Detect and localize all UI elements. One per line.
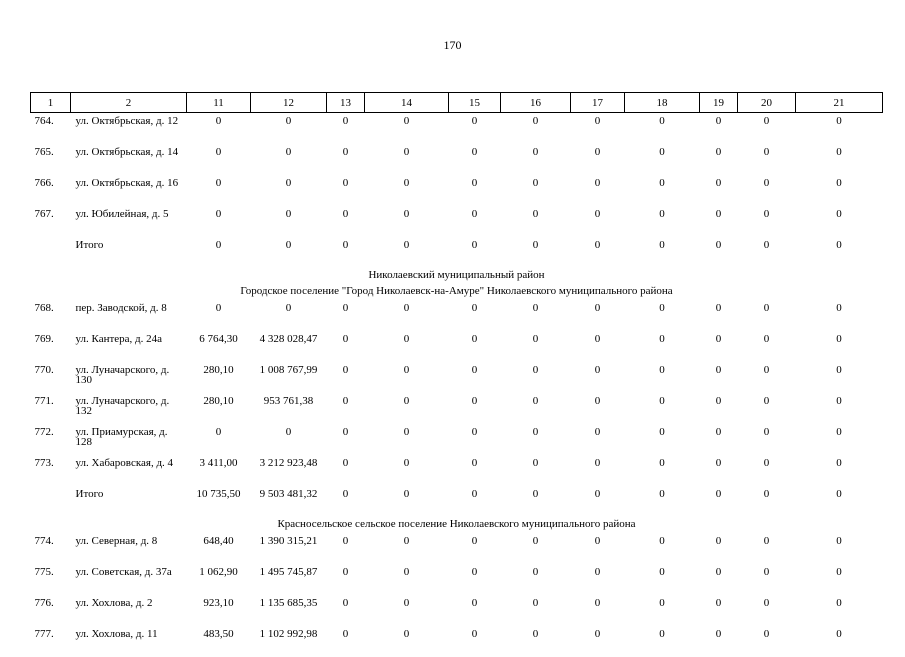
total-row bbox=[31, 237, 883, 268]
value-cell: 1 008 767,99 bbox=[251, 362, 327, 393]
row-number-cell: 769. bbox=[31, 331, 71, 362]
value-cell: 0 bbox=[625, 455, 700, 486]
value-cell: 0 bbox=[327, 595, 365, 626]
column-header: 11 bbox=[187, 93, 251, 113]
value-cell: 0 bbox=[571, 486, 625, 517]
value-cell: 0 bbox=[501, 175, 571, 206]
address-cell: ул. Октябрьская, д. 14 bbox=[71, 144, 187, 175]
section-title: Красносельское сельское поселение Николаевского муниципального района bbox=[31, 517, 883, 533]
value-cell: 0 bbox=[571, 393, 625, 424]
value-cell: 0 bbox=[365, 486, 449, 517]
value-cell: 0 bbox=[625, 113, 700, 145]
value-cell: 0 bbox=[449, 393, 501, 424]
data-table bbox=[30, 92, 883, 657]
value-cell: 0 bbox=[796, 206, 883, 237]
value-cell: 0 bbox=[738, 300, 796, 331]
table-row bbox=[31, 455, 883, 486]
value-cell: 0 bbox=[571, 362, 625, 393]
value-cell: 0 bbox=[796, 113, 883, 145]
value-cell: 0 bbox=[327, 362, 365, 393]
value-cell: 0 bbox=[700, 564, 738, 595]
value-cell: 0 bbox=[796, 455, 883, 486]
value-cell: 0 bbox=[327, 486, 365, 517]
value-cell: 0 bbox=[187, 237, 251, 268]
value-cell: 0 bbox=[327, 300, 365, 331]
value-cell: 0 bbox=[501, 300, 571, 331]
value-cell: 0 bbox=[625, 393, 700, 424]
value-cell: 0 bbox=[365, 564, 449, 595]
value-cell: 0 bbox=[738, 331, 796, 362]
value-cell: 0 bbox=[738, 206, 796, 237]
value-cell: 0 bbox=[187, 300, 251, 331]
value-cell: 0 bbox=[571, 300, 625, 331]
value-cell: 0 bbox=[738, 113, 796, 145]
table-row bbox=[31, 175, 883, 206]
row-number-cell bbox=[31, 486, 71, 517]
column-header: 20 bbox=[738, 93, 796, 113]
value-cell: 0 bbox=[501, 564, 571, 595]
table-row bbox=[31, 424, 883, 455]
value-cell: 0 bbox=[796, 564, 883, 595]
value-cell: 0 bbox=[571, 331, 625, 362]
value-cell: 0 bbox=[501, 486, 571, 517]
value-cell: 0 bbox=[365, 455, 449, 486]
value-cell: 648,40 bbox=[187, 533, 251, 564]
column-header: 2 bbox=[71, 93, 187, 113]
value-cell: 0 bbox=[738, 533, 796, 564]
value-cell: 0 bbox=[625, 237, 700, 268]
value-cell: 6 764,30 bbox=[187, 331, 251, 362]
value-cell: 0 bbox=[449, 113, 501, 145]
value-cell: 0 bbox=[327, 455, 365, 486]
value-cell: 0 bbox=[501, 424, 571, 455]
value-cell: 0 bbox=[501, 533, 571, 564]
value-cell: 0 bbox=[625, 533, 700, 564]
value-cell: 0 bbox=[501, 331, 571, 362]
value-cell: 0 bbox=[449, 331, 501, 362]
value-cell: 0 bbox=[327, 331, 365, 362]
value-cell: 0 bbox=[449, 564, 501, 595]
value-cell: 0 bbox=[365, 393, 449, 424]
value-cell: 0 bbox=[501, 362, 571, 393]
page-number: 170 bbox=[0, 38, 905, 53]
value-cell: 0 bbox=[365, 237, 449, 268]
value-cell: 0 bbox=[365, 533, 449, 564]
table-row bbox=[31, 393, 883, 424]
value-cell: 0 bbox=[625, 331, 700, 362]
value-cell: 0 bbox=[796, 595, 883, 626]
value-cell: 0 bbox=[738, 595, 796, 626]
address-cell: ул. Октябрьская, д. 16 bbox=[71, 175, 187, 206]
row-number-cell: 775. bbox=[31, 564, 71, 595]
value-cell: 0 bbox=[187, 144, 251, 175]
value-cell: 0 bbox=[796, 393, 883, 424]
value-cell: 0 bbox=[365, 113, 449, 145]
value-cell: 280,10 bbox=[187, 393, 251, 424]
value-cell: 0 bbox=[251, 113, 327, 145]
table-row bbox=[31, 595, 883, 626]
value-cell: 0 bbox=[251, 300, 327, 331]
value-cell: 0 bbox=[449, 206, 501, 237]
value-cell: 0 bbox=[327, 113, 365, 145]
value-cell: 0 bbox=[365, 144, 449, 175]
value-cell: 1 135 685,35 bbox=[251, 595, 327, 626]
value-cell: 923,10 bbox=[187, 595, 251, 626]
value-cell: 0 bbox=[796, 486, 883, 517]
value-cell: 0 bbox=[571, 455, 625, 486]
value-cell: 0 bbox=[571, 237, 625, 268]
column-header: 1 bbox=[31, 93, 71, 113]
table-row bbox=[31, 144, 883, 175]
row-number-cell: 767. bbox=[31, 206, 71, 237]
value-cell: 1 390 315,21 bbox=[251, 533, 327, 564]
row-number-cell: 776. bbox=[31, 595, 71, 626]
value-cell: 0 bbox=[625, 564, 700, 595]
value-cell: 0 bbox=[796, 424, 883, 455]
column-header: 16 bbox=[501, 93, 571, 113]
value-cell: 0 bbox=[625, 206, 700, 237]
value-cell: 0 bbox=[365, 362, 449, 393]
column-header: 19 bbox=[700, 93, 738, 113]
value-cell: 0 bbox=[625, 362, 700, 393]
value-cell: 0 bbox=[449, 424, 501, 455]
section-title: Городское поселение "Город Николаевск-на-Амуре" Николаевского муниципального района bbox=[31, 284, 883, 300]
value-cell: 0 bbox=[571, 206, 625, 237]
row-number-cell: 772. bbox=[31, 424, 71, 455]
value-cell: 9 503 481,32 bbox=[251, 486, 327, 517]
value-cell: 0 bbox=[365, 424, 449, 455]
table-row bbox=[31, 113, 883, 145]
value-cell: 0 bbox=[700, 206, 738, 237]
value-cell: 0 bbox=[738, 486, 796, 517]
column-header: 12 bbox=[251, 93, 327, 113]
address-cell: Итого bbox=[71, 237, 187, 268]
address-cell: ул. Хохлова, д. 2 bbox=[71, 595, 187, 626]
value-cell: 0 bbox=[449, 175, 501, 206]
value-cell: 0 bbox=[449, 300, 501, 331]
value-cell: 0 bbox=[700, 362, 738, 393]
address-cell: ул. Хабаровская, д. 4 bbox=[71, 455, 187, 486]
value-cell: 0 bbox=[625, 626, 700, 657]
table-row bbox=[31, 331, 883, 362]
section-header-row bbox=[31, 268, 883, 284]
address-cell: Итого bbox=[71, 486, 187, 517]
column-header: 13 bbox=[327, 93, 365, 113]
value-cell: 0 bbox=[700, 595, 738, 626]
value-cell: 0 bbox=[625, 486, 700, 517]
value-cell: 0 bbox=[700, 144, 738, 175]
value-cell: 0 bbox=[738, 393, 796, 424]
value-cell: 0 bbox=[700, 455, 738, 486]
value-cell: 0 bbox=[449, 144, 501, 175]
address-cell: ул. Юбилейная, д. 5 bbox=[71, 206, 187, 237]
value-cell: 1 102 992,98 bbox=[251, 626, 327, 657]
value-cell: 0 bbox=[700, 393, 738, 424]
value-cell: 0 bbox=[327, 626, 365, 657]
value-cell: 0 bbox=[796, 362, 883, 393]
address-cell: ул. Приамурская, д. 128 bbox=[71, 424, 187, 455]
section-header-row bbox=[31, 517, 883, 533]
value-cell: 0 bbox=[327, 175, 365, 206]
value-cell: 0 bbox=[738, 175, 796, 206]
value-cell: 0 bbox=[365, 626, 449, 657]
value-cell: 0 bbox=[571, 626, 625, 657]
address-cell: ул. Луначарского, д. 130 bbox=[71, 362, 187, 393]
address-cell: ул. Кантера, д. 24а bbox=[71, 331, 187, 362]
value-cell: 0 bbox=[501, 113, 571, 145]
row-number-cell: 764. bbox=[31, 113, 71, 145]
value-cell: 0 bbox=[365, 206, 449, 237]
row-number-cell: 768. bbox=[31, 300, 71, 331]
value-cell: 0 bbox=[449, 455, 501, 486]
value-cell: 0 bbox=[501, 206, 571, 237]
value-cell: 0 bbox=[625, 300, 700, 331]
column-header: 18 bbox=[625, 93, 700, 113]
row-number-cell: 770. bbox=[31, 362, 71, 393]
value-cell: 0 bbox=[796, 331, 883, 362]
address-cell: ул. Северная, д. 8 bbox=[71, 533, 187, 564]
value-cell: 0 bbox=[327, 393, 365, 424]
column-header: 14 bbox=[365, 93, 449, 113]
value-cell: 0 bbox=[738, 362, 796, 393]
value-cell: 0 bbox=[700, 237, 738, 268]
value-cell: 0 bbox=[796, 626, 883, 657]
value-cell: 953 761,38 bbox=[251, 393, 327, 424]
value-cell: 0 bbox=[571, 424, 625, 455]
value-cell: 0 bbox=[327, 533, 365, 564]
value-cell: 0 bbox=[327, 424, 365, 455]
address-cell: ул. Октябрьская, д. 12 bbox=[71, 113, 187, 145]
value-cell: 0 bbox=[449, 362, 501, 393]
value-cell: 0 bbox=[501, 455, 571, 486]
value-cell: 0 bbox=[365, 175, 449, 206]
value-cell: 0 bbox=[327, 206, 365, 237]
value-cell: 10 735,50 bbox=[187, 486, 251, 517]
address-cell: ул. Хохлова, д. 11 bbox=[71, 626, 187, 657]
table-row bbox=[31, 206, 883, 237]
value-cell: 0 bbox=[700, 331, 738, 362]
row-number-cell: 766. bbox=[31, 175, 71, 206]
value-cell: 0 bbox=[625, 144, 700, 175]
value-cell: 0 bbox=[449, 595, 501, 626]
table-row bbox=[31, 533, 883, 564]
value-cell: 4 328 028,47 bbox=[251, 331, 327, 362]
value-cell: 3 411,00 bbox=[187, 455, 251, 486]
value-cell: 0 bbox=[187, 175, 251, 206]
value-cell: 0 bbox=[625, 175, 700, 206]
value-cell: 0 bbox=[796, 175, 883, 206]
value-cell: 0 bbox=[251, 144, 327, 175]
row-number-cell: 773. bbox=[31, 455, 71, 486]
column-header-row bbox=[31, 93, 883, 113]
value-cell: 0 bbox=[449, 486, 501, 517]
value-cell: 0 bbox=[449, 237, 501, 268]
total-row bbox=[31, 486, 883, 517]
value-cell: 0 bbox=[327, 564, 365, 595]
value-cell: 0 bbox=[187, 206, 251, 237]
value-cell: 3 212 923,48 bbox=[251, 455, 327, 486]
value-cell: 0 bbox=[796, 237, 883, 268]
table-row bbox=[31, 564, 883, 595]
value-cell: 0 bbox=[449, 533, 501, 564]
value-cell: 0 bbox=[501, 237, 571, 268]
value-cell: 0 bbox=[796, 533, 883, 564]
value-cell: 0 bbox=[796, 144, 883, 175]
value-cell: 0 bbox=[625, 595, 700, 626]
value-cell: 0 bbox=[738, 564, 796, 595]
value-cell: 0 bbox=[738, 455, 796, 486]
value-cell: 0 bbox=[700, 175, 738, 206]
column-header: 17 bbox=[571, 93, 625, 113]
column-header: 15 bbox=[449, 93, 501, 113]
row-number-cell: 774. bbox=[31, 533, 71, 564]
row-number-cell: 777. bbox=[31, 626, 71, 657]
value-cell: 0 bbox=[625, 424, 700, 455]
section-header-row bbox=[31, 284, 883, 300]
value-cell: 0 bbox=[365, 595, 449, 626]
row-number-cell: 765. bbox=[31, 144, 71, 175]
value-cell: 0 bbox=[501, 393, 571, 424]
value-cell: 0 bbox=[449, 626, 501, 657]
value-cell: 280,10 bbox=[187, 362, 251, 393]
value-cell: 483,50 bbox=[187, 626, 251, 657]
value-cell: 0 bbox=[501, 144, 571, 175]
value-cell: 0 bbox=[571, 144, 625, 175]
section-title: Николаевский муниципальный район bbox=[31, 268, 883, 284]
value-cell: 0 bbox=[251, 237, 327, 268]
address-cell: ул. Луначарского, д. 132 bbox=[71, 393, 187, 424]
table-row bbox=[31, 626, 883, 657]
value-cell: 0 bbox=[738, 626, 796, 657]
value-cell: 0 bbox=[571, 113, 625, 145]
value-cell: 0 bbox=[365, 300, 449, 331]
value-cell: 1 062,90 bbox=[187, 564, 251, 595]
value-cell: 0 bbox=[700, 533, 738, 564]
value-cell: 0 bbox=[738, 144, 796, 175]
value-cell: 0 bbox=[327, 237, 365, 268]
value-cell: 0 bbox=[365, 331, 449, 362]
row-number-cell: 771. bbox=[31, 393, 71, 424]
table-body bbox=[31, 113, 883, 657]
table-row bbox=[31, 362, 883, 393]
value-cell: 0 bbox=[187, 113, 251, 145]
row-number-cell bbox=[31, 237, 71, 268]
value-cell: 0 bbox=[571, 533, 625, 564]
address-cell: ул. Советская, д. 37а bbox=[71, 564, 187, 595]
value-cell: 0 bbox=[700, 486, 738, 517]
table-row bbox=[31, 300, 883, 331]
value-cell: 0 bbox=[571, 175, 625, 206]
address-cell: пер. Заводской, д. 8 bbox=[71, 300, 187, 331]
value-cell: 0 bbox=[738, 424, 796, 455]
value-cell: 0 bbox=[571, 564, 625, 595]
value-cell: 0 bbox=[796, 300, 883, 331]
value-cell: 0 bbox=[700, 300, 738, 331]
value-cell: 0 bbox=[700, 424, 738, 455]
value-cell: 0 bbox=[700, 113, 738, 145]
value-cell: 0 bbox=[571, 595, 625, 626]
value-cell: 0 bbox=[738, 237, 796, 268]
column-header: 21 bbox=[796, 93, 883, 113]
value-cell: 0 bbox=[251, 175, 327, 206]
value-cell: 0 bbox=[327, 144, 365, 175]
value-cell: 0 bbox=[501, 595, 571, 626]
value-cell: 1 495 745,87 bbox=[251, 564, 327, 595]
value-cell: 0 bbox=[700, 626, 738, 657]
value-cell: 0 bbox=[187, 424, 251, 455]
value-cell: 0 bbox=[251, 424, 327, 455]
value-cell: 0 bbox=[501, 626, 571, 657]
value-cell: 0 bbox=[251, 206, 327, 237]
